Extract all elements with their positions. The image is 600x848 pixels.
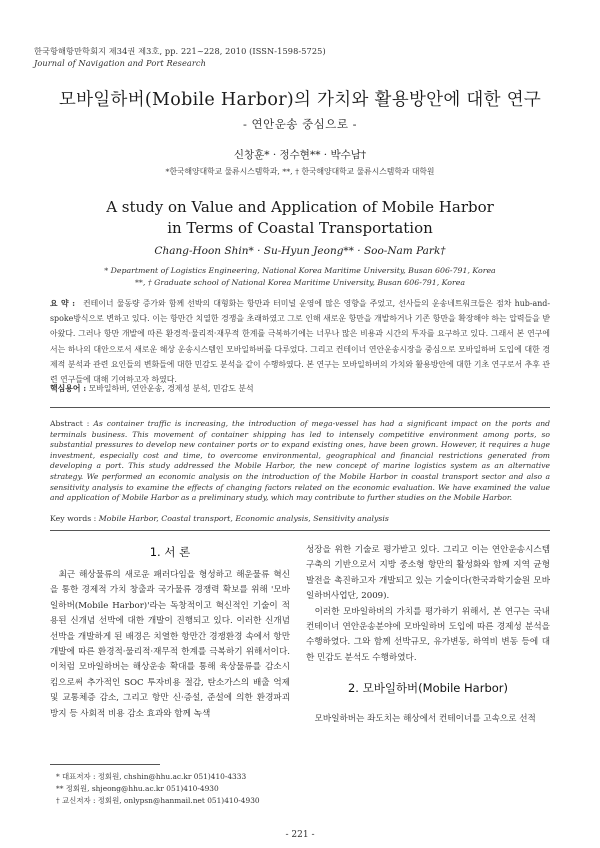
section-2-heading: 2. 모바일하버(Mobile Harbor): [347, 681, 508, 695]
english-keywords-text: Mobile Harbor, Coastal transport, Economic analysis, Sensitivity analysis: [98, 514, 389, 523]
footnote-1: * 대표저자 : 정회원, chshin@hhu.ac.kr 051)410-4333: [56, 772, 247, 781]
korean-subtitle: - 연안운송 중심으로 -: [242, 117, 358, 131]
korean-affiliation: *한국해양대학교 물류시스템학과, **, † 한국해양대학교 물류시스템학과 대학원: [165, 167, 435, 176]
section-1-left-column: [50, 568, 290, 722]
english-keywords: [50, 514, 550, 523]
korean-keywords: [50, 383, 550, 394]
korean-abstract: [50, 296, 550, 387]
footnote-divider: [50, 764, 160, 765]
section-1-right-column: [306, 543, 550, 666]
korean-abstract-label: 요 약 :: [50, 299, 76, 308]
korean-authors: 신창훈* · 정수현** · 박수남†: [233, 149, 367, 161]
english-abstract-text: As container traffic is increasing, the introduction of mega-vessel has had a significant impact on the ports and terminals business. This movement of container shipping has led to intensely competitive environment among ports, so substantial pressures to develop new container ports or to expand existing ones, have been grown. However, it requires a huge investment, especially cost and time, to overcome environmental, geographical and financial restrictions generated from developing a port. This study addressed the Mobile Harbor, the new concept of marine logistics system as an alternative strategy. We performed an economic analysis on the introduction of the Mobile Harbor in coastal transport sector and also a sensitivity analysis to examine the effects of changing factors related on the economic evaluation. We have examined the value and application of Mobile Harbor as a preliminary study, which may contribute to further studies on the Mobile Harbor.: [50, 419, 550, 503]
abstract-divider-top: [50, 407, 550, 408]
english-authors: Chang-Hoon Shin* · Su-Hyun Jeong** · Soo-Nam Park†: [154, 245, 446, 257]
page-number: - 221 -: [285, 830, 315, 840]
english-title: [0, 197, 600, 239]
section-1-paragraph-1: 최근 해상물류의 새로운 패러다임을 형성하고 해운물류 혁신을 통한 경제적 가치 창출과 국가물류 경쟁력 확보를 위해 '모바일하버(Mobile Harbor)'라는 독창적이고 혁신적인 기술이 적용된 신개념 선박에 대한 개발이 진행되고 있다. 이러한 신개념 선박을 개발하게 된 배경은 치열한 항만간 경쟁환경 속에서 항만 개발에 따른 환경적·물리적·재무적 한계를 극복하기 위해서이다. 이처럼 모바일하버는 해상운송 확대를 통해 육상물류를 감소시킴으로써 추가적인 SOC 투자비용 절감, 탄소가스의 배출 억제 및 교통체증 감소, 그리고 항만 신·증설, 준설에 의한 환경파괴 방지 등 사회적 비용 감소 효과와 함께 녹색: [50, 570, 290, 719]
footnote-2: ** 정회원, shjeong@hhu.ac.kr 051)410-4930: [56, 784, 219, 793]
english-affiliation-1: * Department of Logistics Engineering, National Korea Maritime University, Busan 606-791, Korea: [104, 266, 496, 275]
section-2-column: [306, 712, 550, 727]
english-title-line1: A study on Value and Application of Mobile Harbor: [106, 198, 494, 216]
journal-name: Journal of Navigation and Port Research: [34, 58, 206, 68]
section-2-paragraph-1: 모바일하버는 좌도치는 해상에서 컨테이너를 고속으로 선적: [314, 714, 536, 724]
english-abstract: [50, 419, 550, 504]
section-1-paragraph-3: 이러한 모바일하버의 가치를 평가하기 위해서, 본 연구는 국내 컨테이너 연안운송분야에 모바일하버 도입에 따른 경제성 분석을 수행하였다. 그와 함께 선박규모, 유가변동, 하역비 변동 등에 대한 민감도 분석도 수행하였다.: [306, 606, 550, 663]
english-abstract-label: Abstract :: [50, 419, 90, 428]
journal-citation: 한국항해항만학회지 제34권 제3호, pp. 221~228, 2010 (ISSN-1598-5725): [34, 46, 326, 56]
korean-abstract-text: 컨테이너 물동량 증가와 함께 선박의 대형화는 항만과 터미널 운영에 많은 영향을 주었고, 선사들의 운송네트워크들은 점차 hub-and-spoke방식으로 변하고 있다. 이는 항만간 치열한 경쟁을 초래하였고 그로 인해 새로운 항만을 개발하거나 기존 항만을 확장해야 하는 압력들을 받아왔다. 그러나 항만 개발에 따른 환경적·물리적·재무적 한계를 극복하기에는 너무나 많은 비용과 시간의 투자를 요구하고 있다. 그래서 본 연구에서는 하나의 대안으로서 새로운 해상 운송시스템인 모바일하버를 다루었다. 그리고 컨테이너 연안운송시장을 중심으로 모바일하버 도입에 대한 경제적 분석과 관련 요인들의 변화들에 대한 민감도 분석을 같이 수행하였다. 본 연구는 모바일하버의 가치와 활용방안에 대한 기초 연구로서 추후 관련 연구들에 대해 기여하고자 하였다.: [50, 299, 550, 385]
korean-keywords-label: 핵심용어 :: [50, 384, 87, 393]
korean-title: 모바일하버(Mobile Harbor)의 가치와 활용방안에 대한 연구: [58, 90, 542, 110]
korean-keywords-text: 모바일하버, 연안운송, 경제성 분석, 민감도 분석: [88, 384, 254, 393]
english-keywords-label: Key words :: [50, 514, 97, 523]
abstract-divider-bottom: [50, 530, 550, 531]
english-affiliation-2: **, † Graduate school of National Korea Maritime University, Busan 606-791, Korea: [135, 278, 465, 287]
english-title-line2: in Terms of Coastal Transportation: [167, 219, 433, 237]
section-1-heading: 1. 서 론: [149, 545, 191, 559]
footnote-3: † 교신저자 : 정회원, onlypsn@hanmail.net 051)410-4930: [56, 796, 260, 805]
section-1-paragraph-2: 성장을 위한 기술로 평가받고 있다. 그리고 이는 연안운송시스템 구축의 기반으로서 지방 중소형 항만의 활성화와 함께 지역 균형 발전을 촉진하고자 개발되고 있는 기술이다(한국과학기술원 모바일하버사업단, 2009).: [306, 545, 550, 602]
